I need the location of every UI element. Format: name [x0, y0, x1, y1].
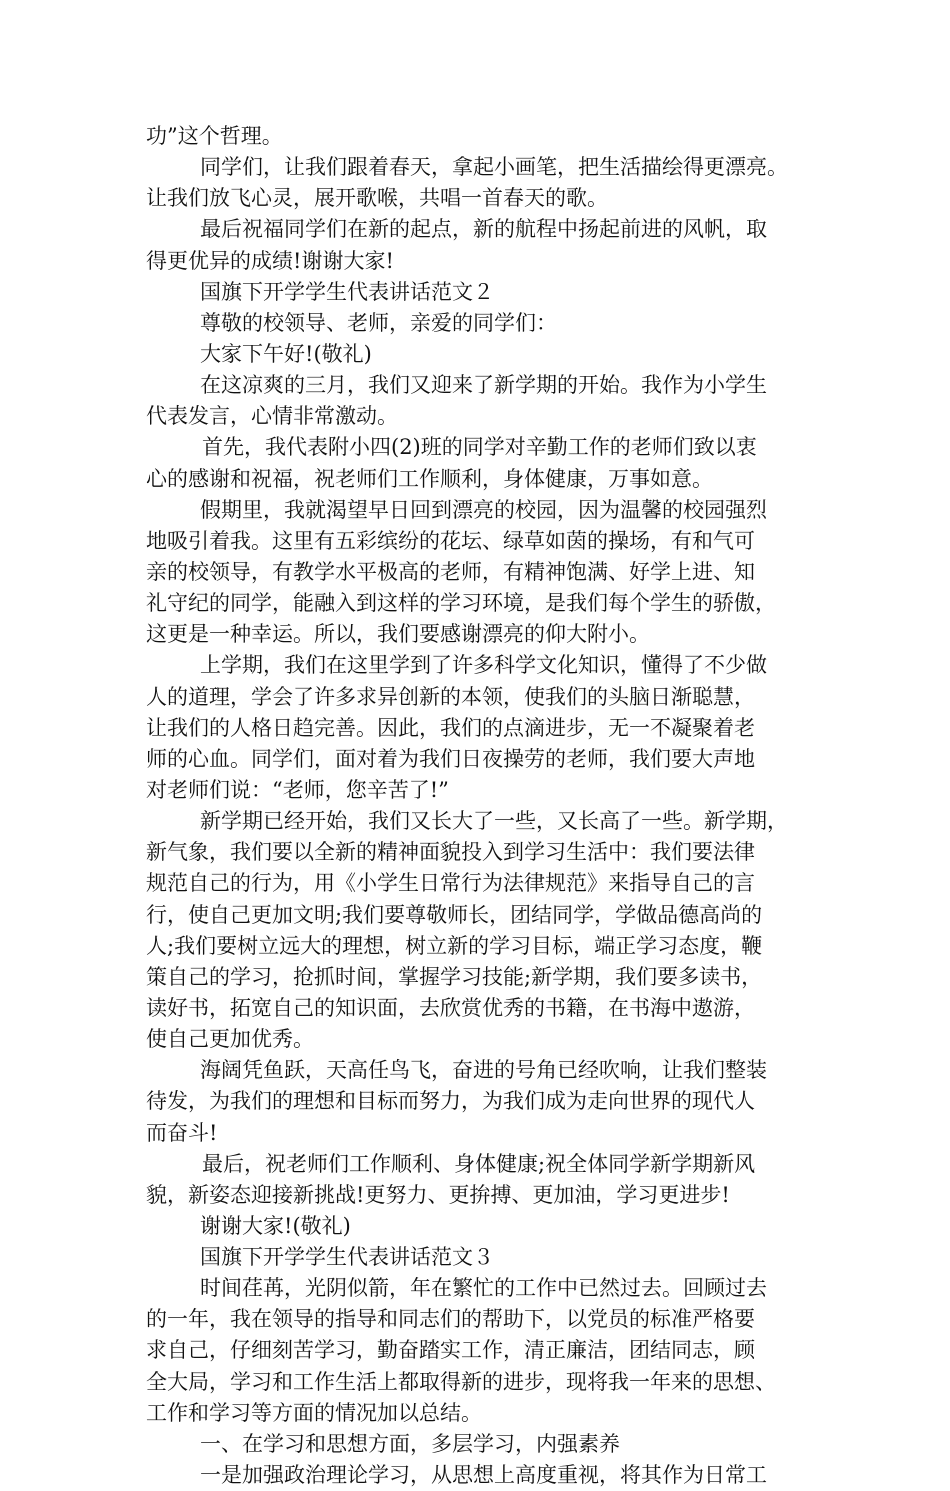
body-text-line: 读好书，拓宽自己的知识面，去欣赏优秀的书籍，在书海中遨游，	[146, 995, 755, 1020]
body-text-line: 让我们的人格日趋完善。因此，我们的点滴进步，无一不凝聚着老	[146, 715, 755, 740]
paragraph-first-line: 最后祝福同学们在新的起点，新的航程中扬起前进的风帆，取	[200, 217, 767, 242]
body-text-line: 的一年，我在领导的指导和同志们的帮助下，以党员的标准严格要	[146, 1307, 755, 1332]
section-heading: 国旗下开学学生代表讲话范文２	[200, 279, 494, 304]
paragraph-first-line: 在这凉爽的三月，我们又迎来了新学期的开始。我作为小学生	[200, 373, 767, 398]
body-text-line: 这更是一种幸运。所以，我们要感谢漂亮的仰大附小。	[146, 622, 650, 647]
body-text-line: 行，使自己更加文明;我们要尊敬师长，团结同学，学做品德高尚的	[146, 902, 763, 927]
paragraph-first-line: 同学们，让我们跟着春天，拿起小画笔，把生活描绘得更漂亮。	[200, 155, 788, 180]
body-text-line: 策自己的学习，抢抓时间，掌握学习技能;新学期，我们要多读书，	[146, 964, 763, 989]
document-body	[146, 121, 826, 1491]
body-text-line: 新气象，我们要以全新的精神面貌投入到学习生活中：我们要法律	[146, 840, 755, 865]
body-text-line: 规范自己的行为，用《小学生日常行为法律规范》来指导自己的言	[146, 871, 755, 896]
section-heading: 国旗下开学学生代表讲话范文３	[200, 1245, 494, 1270]
body-text-line: 全大局，学习和工作生活上都取得新的进步，现将我一年来的思想、	[146, 1369, 776, 1394]
body-text-line: 人的道理，学会了许多求异创新的本领，使我们的头脑日渐聪慧，	[146, 684, 755, 709]
body-text-line: 待发，为我们的理想和目标而努力，为我们成为走向世界的现代人	[146, 1089, 755, 1114]
body-text-line: 对老师们说：“老师，您辛苦了!”	[146, 777, 449, 802]
body-text-line: 代表发言，心情非常激动。	[146, 404, 398, 429]
body-text-line: 貌，新姿态迎接新挑战!更努力、更拚搏、更加油，学习更进步!	[146, 1182, 730, 1207]
paragraph-first-line: 上学期，我们在这里学到了许多科学文化知识，懂得了不少做	[200, 653, 767, 678]
paragraph-first-line: 一是加强政治理论学习，从思想上高度重视，将其作为日常工	[200, 1463, 767, 1488]
paragraph-first-line: 新学期已经开始，我们又长大了一些，又长高了一些。新学期，	[200, 809, 788, 834]
body-text-line: 让我们放飞心灵，展开歌喉，共唱一首春天的歌。	[146, 186, 608, 211]
closing-line: 谢谢大家!(敬礼)	[200, 1213, 351, 1238]
body-text-line: 求自己，仔细刻苦学习，勤奋踏实工作，清正廉洁，团结同志，顾	[146, 1338, 755, 1363]
body-text-line: 礼守纪的同学，能融入到这样的学习环境，是我们每个学生的骄傲，	[146, 591, 776, 616]
paragraph-first-line: 最后，祝老师们工作顺利、身体健康;祝全体同学新学期新风	[202, 1151, 756, 1176]
body-text-line: 心的感谢和祝福，祝老师们工作顺利，身体健康，万事如意。	[146, 466, 713, 491]
salutation: 尊敬的校领导、老师，亲爱的同学们：	[200, 310, 557, 335]
subsection-heading: 一、在学习和思想方面，多层学习，内强素养	[200, 1431, 620, 1456]
body-text-line: 得更优异的成绩!谢谢大家!	[146, 248, 394, 273]
body-text-line: 地吸引着我。这里有五彩缤纷的花坛、绿草如茵的操场，有和气可	[146, 528, 755, 553]
body-text-line: 亲的校领导，有教学水平极高的老师，有精神饱满、好学上进、知	[146, 559, 755, 584]
body-text-line: 功”这个哲理。	[146, 124, 283, 148]
paragraph-first-line: 时间荏苒，光阴似箭，年在繁忙的工作中已然过去。回顾过去	[200, 1276, 767, 1301]
paragraph-first-line: 首先，我代表附小四(2)班的同学对辛勤工作的老师们致以衷	[202, 435, 757, 460]
body-text-line: 工作和学习等方面的情况加以总结。	[146, 1400, 482, 1425]
body-text-line: 而奋斗!	[146, 1120, 218, 1145]
greeting: 大家下午好!(敬礼)	[200, 341, 372, 366]
body-text-line: 人;我们要树立远大的理想，树立新的学习目标，端正学习态度，鞭	[146, 933, 763, 958]
paragraph-first-line: 海阔凭鱼跃，天高任鸟飞，奋进的号角已经吹响，让我们整装	[200, 1058, 767, 1083]
body-text-line: 使自己更加优秀。	[146, 1027, 314, 1052]
body-text-line: 师的心血。同学们，面对着为我们日夜操劳的老师，我们要大声地	[146, 746, 755, 771]
paragraph-first-line: 假期里，我就渴望早日回到漂亮的校园，因为温馨的校园强烈	[200, 497, 767, 522]
